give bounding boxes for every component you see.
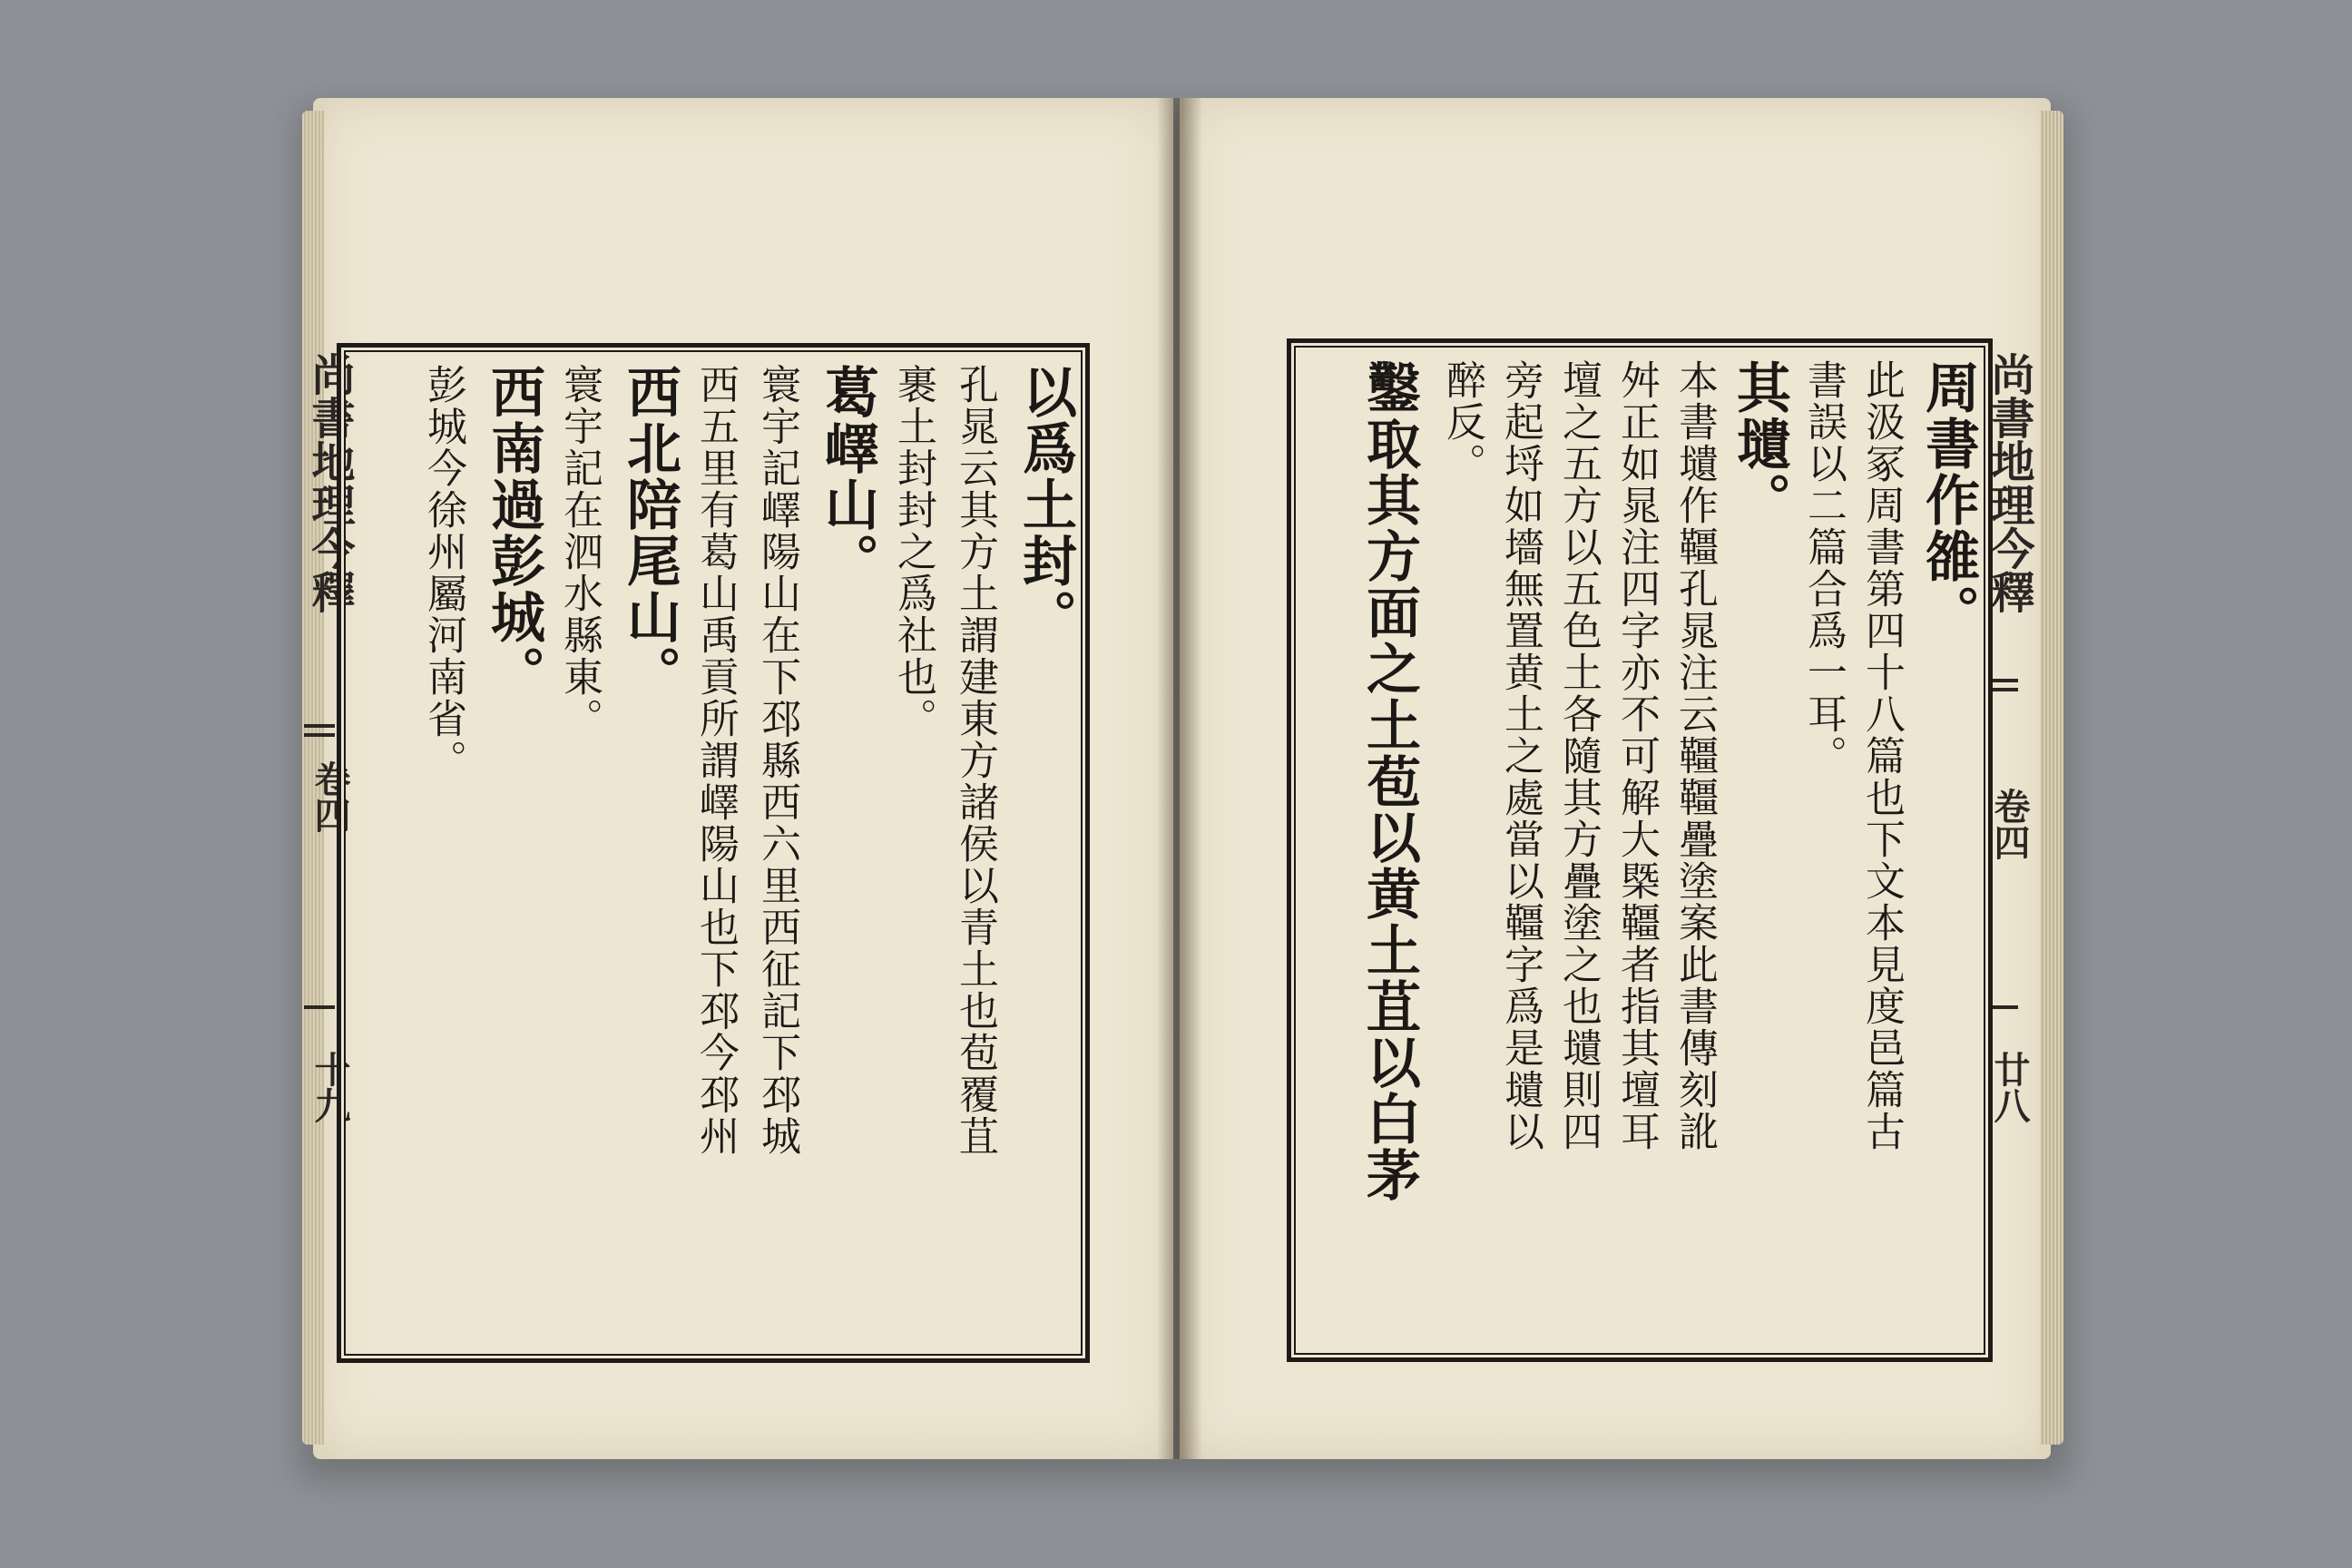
text-column: 此汲冢周書第四十八篇也下文本見度邑篇古 [1858, 359, 1905, 1152]
right-spine-volume: 卷四 [1988, 788, 2031, 860]
text-column: 葛嶧山。 [816, 364, 879, 589]
left-spine-volume: 卷四 [309, 760, 351, 833]
book-gutter [1157, 98, 1202, 1459]
right-text-frame [1287, 338, 1993, 1362]
text-column: 寰宇記在泗水縣東。 [556, 364, 603, 740]
text-column: 旁起埒如墻無置黄土之處當以韁字爲是壝以 [1497, 359, 1544, 1152]
text-column: 孔晁云其方土謂建東方諸侯以青土也苞覆苴 [952, 364, 998, 1157]
spine-divider [304, 733, 335, 737]
spine-divider [304, 1005, 335, 1009]
text-column: 西五里有葛山禹貢所謂嶧陽山也下邳今邳州 [692, 364, 739, 1157]
text-column: 寰宇記嶧陽山在下邳縣西六里西征記下邳城 [754, 364, 800, 1157]
spine-divider [304, 724, 335, 728]
left-page [304, 98, 1173, 1459]
text-column: 其壝。 [1728, 359, 1791, 528]
text-column: 西南過彭城。 [482, 364, 545, 701]
text-column: 壇之五方以五色土各隨其方疊塗之也壝則四 [1555, 359, 1602, 1152]
text-column: 裹土封封之爲社也。 [890, 364, 936, 740]
open-book [304, 98, 2051, 1459]
text-column: 書誤以二篇合爲一耳。 [1800, 359, 1847, 777]
right-page [1180, 98, 2051, 1459]
right-spine-title: 尚書地理今釋 [1984, 352, 2034, 613]
text-column: 舛正如晁注四字亦不可解大槩韁者指其壇耳 [1613, 359, 1660, 1152]
text-column: 西北陪尾山。 [618, 364, 681, 701]
text-column: 鑿取其方面之土苞以黄土苴以白茅 [1357, 359, 1421, 1203]
text-column: 以爲土封。 [1014, 364, 1077, 645]
left-spine-title: 尚書地理今釋 [304, 352, 355, 613]
right-page-edges [2040, 111, 2063, 1445]
text-column: 醉反。 [1439, 359, 1485, 485]
text-column: 周書作雒。 [1916, 359, 1980, 641]
text-column: 彭城今徐州屬河南省。 [420, 364, 466, 781]
right-spine-page-number: 廿八 [1988, 1051, 2031, 1123]
text-column: 本書壝作韁孔晁注云韁韁疊塗案此書傳刻訛 [1671, 359, 1718, 1152]
left-text-frame [337, 343, 1090, 1363]
left-spine-page-number: 十九 [309, 1051, 351, 1123]
